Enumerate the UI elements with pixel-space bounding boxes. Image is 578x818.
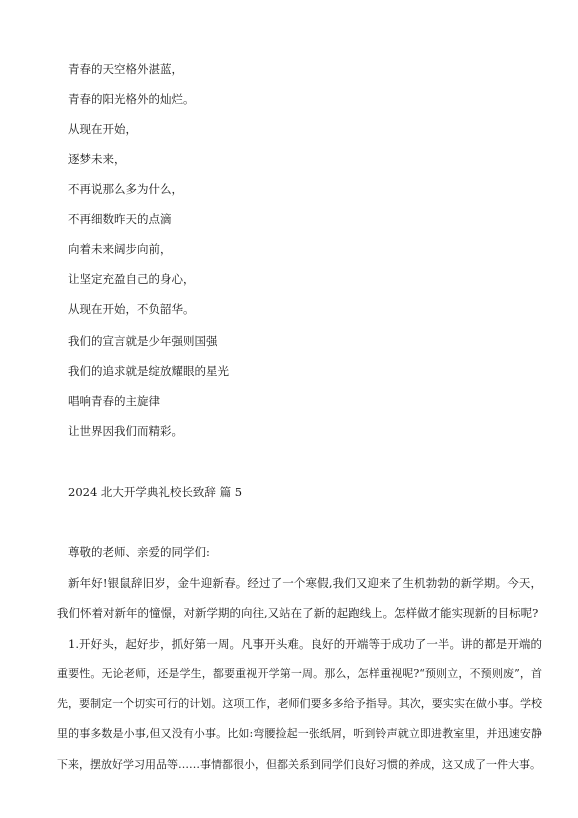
poem-line: 让世界因我们而精彩。 [68,424,183,438]
poem-line: 向着未来阔步向前， [68,242,172,256]
poem-line: 青春的阳光格外的灿烂。 [68,92,195,106]
poem-line: 不再细数昨天的点滴 [68,212,172,226]
poem-line: 从现在开始，不负韶华。 [68,302,195,316]
paragraph-line: 下来，摆放好学习用品等……事情都很小，但都关系到同学们良好习惯的养成，这又成了一件大事。 [57,758,541,771]
poem-line: 青春的天空格外湛蓝， [68,62,183,76]
poem-line: 唱响青春的主旋律 [68,394,160,408]
paragraph-line: 1.开好头，起好步，抓好第一周。凡事开头难。良好的开端等于成功了一半。讲的都是开端的 [68,637,542,651]
poem-line: 逐梦未来， [68,152,126,166]
poem-line: 不再说那么多为什么， [68,182,183,196]
poem-line: 从现在开始， [68,122,137,136]
poem-line: 我们的宣言就是少年强则国强 [68,334,218,348]
paragraph-line: 重要性。无论老师，还是学生，都要重视开学第一周。那么，怎样重视呢?“预则立，不预则废”，首 [57,667,542,680]
paragraph-line: 新年好!银鼠辞旧岁，金牛迎新春。经过了一个寒假,我们又迎来了生机勃勃的新学期。今天， [68,576,542,590]
poem-line: 我们的追求就是绽放耀眼的星光 [68,364,229,378]
poem-line: 让坚定充盈自己的身心， [68,272,195,286]
greeting: 尊敬的老师、亲爱的同学们: [68,545,210,559]
section-heading: 2024 北大开学典礼校长致辞 篇 5 [68,485,243,499]
paragraph-line: 里的事多数是小事,但又没有小事。比如:弯腰捡起一张纸屑，听到铃声就立即进教室里，并迅速安静 [57,727,542,740]
paragraph-line: 我们怀着对新年的憧憬，对新学期的向往,又站在了新的起跑线上。怎样做才能实现新的目标呢? [57,606,539,620]
paragraph-line: 先，要制定一个切实可行的计划。这项工作，老师们要多多给予指导。其次，要实实在做小事。学校 [57,697,542,710]
